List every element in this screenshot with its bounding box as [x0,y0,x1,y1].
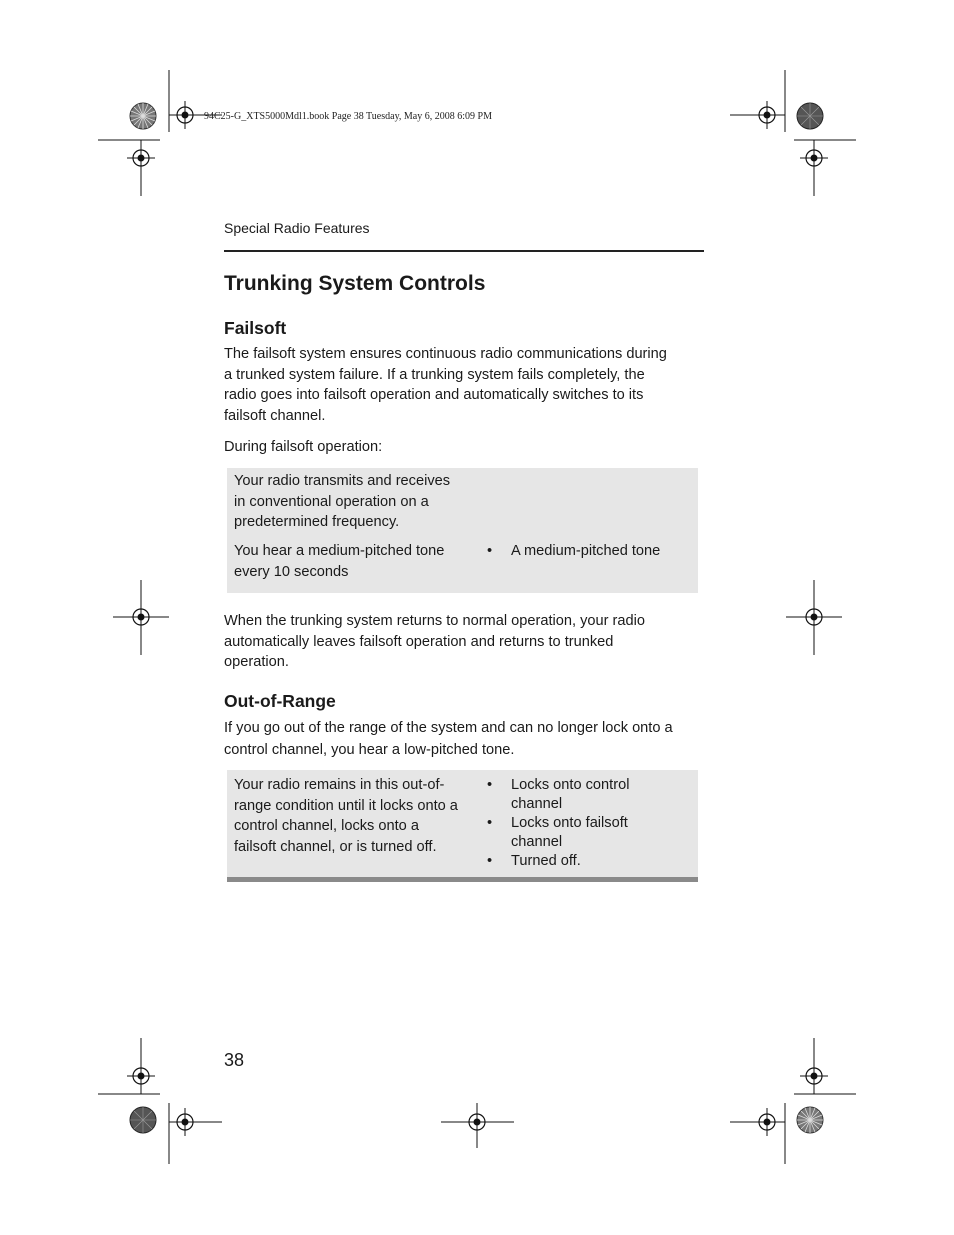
failsoft-heading: Failsoft [224,318,287,338]
list-item [487,541,692,562]
text-line: a trunked system failure. If a trunking system fails completely, the [224,366,645,383]
text-line: The failsoft system ensures continuous radio communications during [224,346,667,362]
text-line: When the trunking system returns to normal operation, your radio [224,613,645,629]
out-of-range-exit-conditions [487,776,692,871]
out-of-range-table [227,770,698,877]
text-line: radio goes into failsoft operation and automatically switches to its [224,387,644,403]
list-item [487,776,692,814]
text-line: Your radio remains in this out-of- [234,777,445,793]
list-item-text: Locks onto failsoft [511,815,628,831]
header-divider [224,250,704,252]
table-bottom-rule [227,877,698,882]
bullet-icon: • [487,543,493,559]
list-item [487,852,692,871]
text-line: operation. [224,654,289,670]
text-line: control channel, you hear a low-pitched tone. [224,742,515,758]
out-of-range-description [224,717,704,761]
failsoft-table [227,468,698,593]
text-line: failsoft channel. [224,407,326,424]
printer-slug-line: 94C25-G_XTS5000Mdl1.book Page 38 Tuesday, May 6, 2008 6:09 PM [204,111,492,122]
list-item [487,814,692,852]
bullet-icon: • [487,853,493,869]
text-line: automatically leaves failsoft operation and returns to trunked [224,633,614,650]
bullet-icon: • [487,815,493,831]
out-of-range-condition [234,775,479,857]
failsoft-return-text [224,611,704,673]
text-line: You hear a medium-pitched tone [234,543,445,559]
failsoft-row2-description [234,541,479,582]
text-line: Your radio transmits and receives [234,473,451,489]
failsoft-intro: During failsoft operation: [224,439,383,455]
list-item-text: channel [511,796,563,812]
bullet-icon: • [487,777,493,793]
text-line: in conventional operation on a [234,493,429,510]
text-line: failsoft channel, or is turned off. [234,838,437,855]
list-item-text: Locks onto control [511,777,630,793]
text-line: every 10 seconds [234,563,349,580]
running-header: Special Radio Features [224,220,370,236]
failsoft-row2-indicator [487,541,692,562]
list-item-text: A medium-pitched tone [511,543,661,559]
text-line: control channel, locks onto a [234,818,419,834]
list-item-text: Turned off. [511,853,581,869]
text-line: predetermined frequency. [234,514,400,530]
page-number: 38 [224,1050,245,1070]
failsoft-description [224,344,704,426]
text-line: range condition until it locks onto a [234,797,458,814]
out-of-range-heading: Out-of-Range [224,691,336,711]
page-title: Trunking System Controls [224,272,486,295]
text-line: If you go out of the range of the system and can no longer lock onto a [224,720,673,736]
list-item-text: channel [511,834,563,850]
failsoft-row1-description [234,471,479,533]
